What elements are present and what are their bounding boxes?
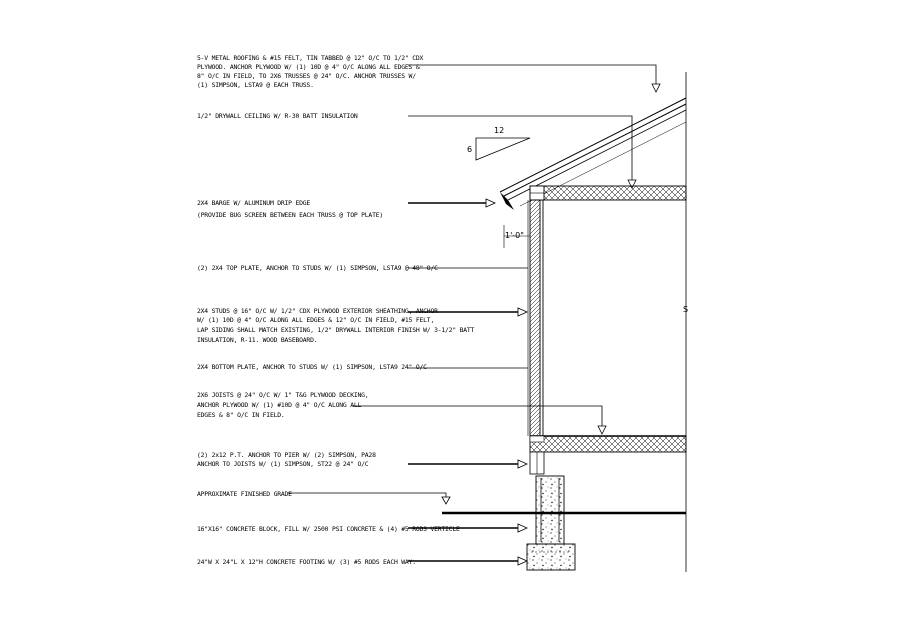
svg-text:INSULATION, R-11. WOOD BASEBOA: [197, 336, 317, 344]
svg-text:LAP SIDING SHALL MATCH EXISTIN: [197, 326, 475, 334]
svg-text:ANCHOR PLYWOOD W/ (1) #10D @ 4: [197, 401, 361, 409]
note-line: (2) 2X4 TOP PLATE, ANCHOR TO STUDS W/ (1) SIMPSON, LSTA9 @ 48" O/C: [197, 264, 438, 272]
svg-text:2X4 STUDS @ 16" O/C W/ 1/2" CD: [197, 307, 438, 315]
floor-joist-band: [530, 436, 686, 452]
svg-text:(PROVIDE BUG SCREEN BETWEEN EA: [197, 211, 383, 219]
arrow-open-right: [518, 308, 527, 316]
svg-text:8" O/C IN FIELD, TO 2X6 TRUSSE: [197, 72, 416, 80]
note-line: 24"W X 24"L X 12"H CONCRETE FOOTING W/ (3) #5 RODS EACH WAY.: [197, 558, 416, 566]
arrow-open-down: [442, 497, 450, 504]
leader-ceiling: [408, 116, 632, 186]
exterior-wall: [530, 200, 540, 436]
svg-text:(2) 2x12 P.T. ANCHOR TO PIER W: [197, 451, 376, 459]
note-block: [197, 525, 460, 533]
note-line: 2X4 STUDS @ 16" O/C W/ 1/2" CDX PLYWOOD EXTERIOR SHEATHING, ANCHOR: [197, 307, 438, 315]
svg-text:W/ (1) 10D @ 4" O/C ALONG ALL: [197, 316, 434, 324]
note-line: 5-V METAL ROOFING & #15 FELT, TIN TABBED @ 12" O/C TO 1/2" CDX: [197, 54, 424, 62]
svg-text:(1) SIMPSON, LSTA9 @ EACH TRUS: [197, 81, 314, 89]
note-line: 2X4 BOTTOM PLATE, ANCHOR TO STUDS W/ (1) SIMPSON, LSTA9 24" O/C: [197, 363, 427, 371]
concrete-footing: [527, 544, 575, 570]
svg-text:APPROXIMATE FINISHED GRADE: [197, 490, 292, 498]
slope-run: 12: [494, 126, 505, 135]
svg-text:ANCHOR TO JOISTS W/ (1) SIMPSO: [197, 460, 369, 468]
arrow-open-right: [518, 460, 527, 468]
note-line: 2X4 BARGE W/ ALUMINUM DRIP EDGE: [197, 199, 311, 207]
svg-text:5-V METAL ROOFING & #15 FELT,: [197, 54, 423, 62]
concrete-block-pier: [536, 476, 564, 544]
note-line: INSULATION, R-11. WOOD BASEBOARD.: [197, 336, 318, 344]
svg-text:16"X16" CONCRETE BLOCK, FILL W: [197, 525, 460, 533]
note-line: (2) 2x12 P.T. ANCHOR TO PIER W/ (2) SIMPSON, PA28: [197, 451, 376, 459]
note-grade: [197, 490, 292, 498]
arrow-open-right: [486, 199, 495, 207]
note-line: APPROXIMATE FINISHED GRADE: [197, 490, 292, 498]
svg-text:EDGES & 8" O/C IN FIELD.: [197, 411, 285, 419]
arrow-open-down: [652, 84, 660, 92]
leader-lines: [288, 65, 660, 565]
note-line: (PROVIDE BUG SCREEN BETWEEN EACH TRUSS @ TOP PLATE): [197, 211, 384, 219]
arrow-open-right: [518, 524, 527, 532]
note-ceiling: [197, 112, 358, 120]
note-roofing: [197, 54, 423, 89]
note-line: 2X6 JOISTS @ 24" O/C W/ 1" T&G PLYWOOD DECKING,: [197, 391, 369, 399]
note-line: LAP SIDING SHALL MATCH EXISTING, 1/2" DRYWALL INTERIOR FINISH W/ 3-1/2" BATT: [197, 326, 475, 334]
note-line: PLYWOOD. ANCHOR PLYWOOD W/ (1) 10D @ 4" O/C ALONG ALL EDGES &: [197, 63, 420, 71]
note-beam: [197, 451, 376, 468]
arrow-open-down: [598, 426, 606, 434]
note-line: 1/2" DRYWALL CEILING W/ R-30 BATT INSULATION: [197, 112, 358, 120]
note-line: ANCHOR TO JOISTS W/ (1) SIMPSON, ST22 @ 24" O/C: [197, 460, 369, 468]
leader-roofing: [408, 65, 656, 90]
note-line: EDGES & 8" O/C IN FIELD.: [197, 411, 285, 419]
bottom-plate: [530, 436, 544, 442]
arrow-open-right: [518, 557, 527, 565]
svg-text:(2) 2X4 TOP PLATE, ANCHOR TO S: [197, 264, 438, 272]
note-line: ANCHOR PLYWOOD W/ (1) #10D @ 4" O/C ALONG ALL: [197, 401, 362, 409]
note-line: 8" O/C IN FIELD, TO 2X6 TRUSSES @ 24" O/C. ANCHOR TRUSSES W/: [197, 72, 416, 80]
note-bottom-plate: [197, 363, 427, 371]
svg-text:24"W X 24"L X 12"H CONCRETE FO: [197, 558, 416, 566]
note-footing: [197, 558, 416, 566]
svg-text:1/2" DRYWALL CEILING W/ R-30 B: [197, 112, 358, 120]
note-top-plate: [197, 264, 438, 272]
note-joists: [197, 391, 368, 419]
note-line: (1) SIMPSON, LSTA9 @ EACH TRUSS.: [197, 81, 314, 89]
svg-text:PLYWOOD. ANCHOR PLYWOOD W/ (1): [197, 63, 420, 71]
svg-text:2X4 BOTTOM PLATE, ANCHOR TO ST: [197, 363, 427, 371]
slope-rise: 6: [467, 145, 473, 154]
overhang-dim-text: 1'-0": [505, 231, 524, 240]
svg-text:2X6 JOISTS @ 24" O/C W/ 1" T&G: [197, 391, 368, 399]
note-line: W/ (1) 10D @ 4" O/C ALONG ALL EDGES & 12" O/C IN FIELD, #15 FELT,: [197, 316, 435, 324]
svg-text:2X4 BARGE W/ ALUMINUM DRIP EDG: [197, 199, 310, 207]
leader-grade: [288, 493, 446, 498]
slope-symbol: [467, 126, 530, 160]
edge-mark: S: [683, 305, 689, 314]
leader-joists: [352, 406, 602, 432]
ceiling-insulation: [530, 186, 686, 200]
note-line: 16"X16" CONCRETE BLOCK, FILL W/ 2500 PSI CONCRETE & (4) #5 RODS VERTICLE: [197, 525, 460, 533]
note-barge: [197, 199, 383, 219]
overhang-dimension: [504, 225, 530, 248]
